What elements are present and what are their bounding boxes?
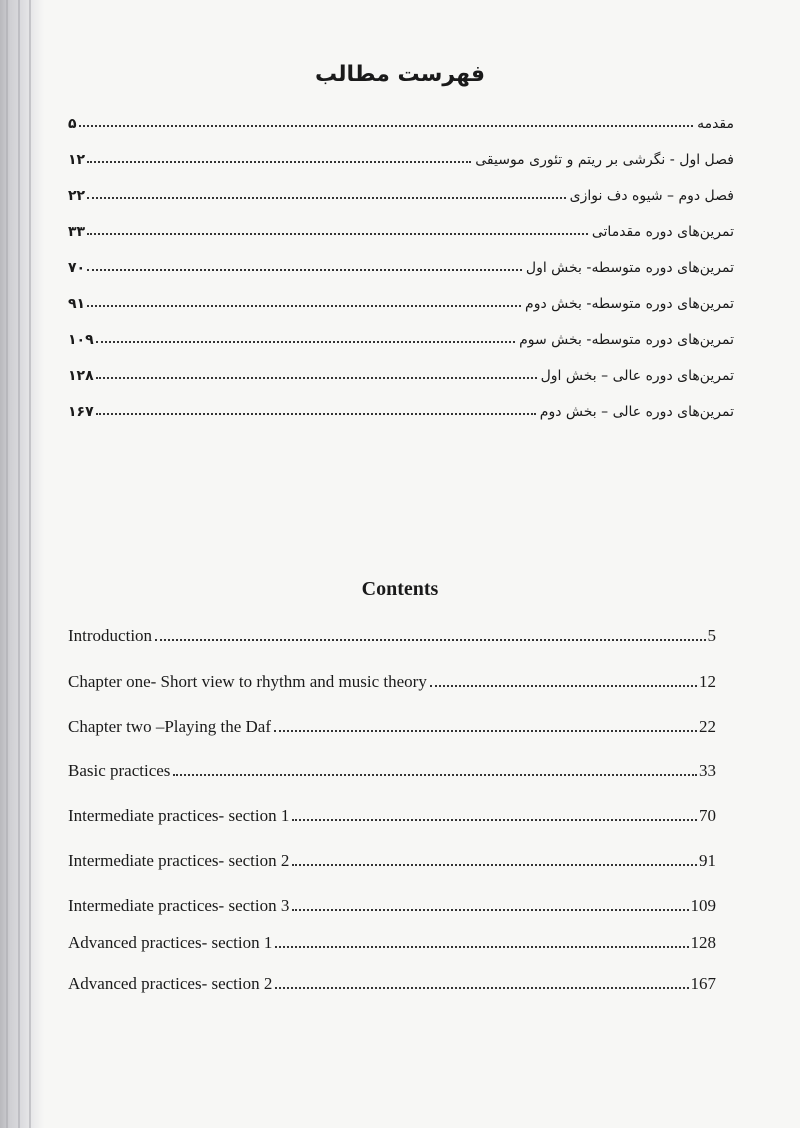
english-toc-entry	[68, 970, 716, 994]
persian-toc-entry	[68, 324, 734, 348]
toc-entry-page: 128	[690, 933, 716, 952]
toc-entry-page: 22	[699, 717, 716, 736]
toc-entry-title: Introduction	[68, 626, 153, 645]
toc-entry-title: فصل اول - نگرشی بر ریتم و تئوری موسیقی	[475, 152, 734, 168]
toc-entry-title: Intermediate practices- section 3	[68, 896, 290, 915]
toc-entry-title: تمرین‌های دوره متوسطه- بخش سوم	[519, 332, 734, 348]
english-toc-entry	[68, 847, 716, 871]
toc-entry-page: 91	[699, 851, 716, 870]
toc-entry-page: 12	[699, 672, 716, 691]
persian-toc-entry	[68, 360, 734, 384]
dot-leader	[87, 305, 521, 307]
binding-stripe	[29, 0, 31, 1128]
toc-entry-title: Chapter two –Playing the Daf	[68, 717, 272, 736]
toc-entry-page: ۱۶۷	[68, 404, 94, 420]
toc-entry-title: Intermediate practices- section 2	[68, 851, 290, 870]
toc-entry-page: 167	[690, 974, 716, 993]
toc-entry-title: Basic practices	[68, 761, 171, 780]
toc-entry-page: ۷۰	[68, 260, 86, 276]
dot-leader	[87, 233, 588, 235]
toc-entry-title: Advanced practices- section 1	[68, 933, 273, 952]
persian-toc-title: فهرست مطالب	[314, 62, 486, 87]
toc-entry-title: مقدمه	[697, 116, 734, 132]
toc-entry-page: 33	[699, 761, 716, 780]
dot-leader	[87, 269, 522, 271]
binding-stripe	[18, 0, 20, 1128]
persian-toc-entry	[68, 108, 734, 132]
dot-leader	[155, 639, 705, 641]
toc-entry-title: تمرین‌های دوره متوسطه- بخش دوم	[525, 296, 734, 312]
english-toc-entry	[68, 757, 716, 781]
toc-entry-title: تمرین‌های دوره متوسطه- بخش اول	[525, 260, 734, 276]
page-binding-edge	[0, 0, 44, 1128]
dot-leader	[96, 377, 537, 379]
dot-leader	[292, 819, 697, 821]
dot-leader	[275, 946, 688, 948]
toc-entry-page: 5	[707, 626, 716, 645]
binding-stripe	[6, 0, 8, 1128]
dot-leader	[79, 125, 694, 127]
dot-leader	[430, 685, 697, 687]
toc-entry-title: Chapter one- Short view to rhythm and music theory	[68, 672, 427, 691]
toc-entry-title: تمرین‌های دوره عالی – بخش اول	[540, 368, 734, 384]
persian-toc-entry	[68, 216, 734, 240]
toc-entry-title: Advanced practices- section 2	[68, 974, 273, 993]
dot-leader	[87, 161, 471, 163]
toc-entry-page: ۱۲	[68, 152, 86, 168]
toc-entry-page: ۳۳	[68, 224, 86, 240]
toc-entry-title: تمرین‌های دوره عالی – بخش دوم	[539, 404, 734, 420]
persian-toc-entry	[68, 144, 734, 168]
persian-toc-entry	[68, 288, 734, 312]
dot-leader	[87, 197, 566, 199]
toc-entry-title: فصل دوم – شیوه دف نوازی	[569, 188, 734, 204]
toc-entry-page: ۲۲	[68, 188, 86, 204]
english-toc-title: Contents	[361, 578, 439, 600]
toc-entry-page: 109	[690, 896, 716, 915]
dot-leader	[173, 774, 697, 776]
toc-entry-page: ۵	[68, 116, 77, 132]
english-toc-entry	[68, 668, 716, 692]
toc-entry-title: Intermediate practices- section 1	[68, 806, 290, 825]
english-toc-entry	[68, 802, 716, 826]
dot-leader	[292, 909, 688, 911]
toc-entry-title: تمرین‌های دوره مقدماتی	[591, 224, 734, 240]
english-toc-entry	[68, 892, 716, 916]
english-toc-entry	[68, 622, 716, 646]
toc-entry-page: ۱۲۸	[68, 368, 94, 384]
english-toc-entry	[68, 929, 716, 953]
persian-toc-entry	[68, 396, 734, 420]
toc-entry-page: ۹۱	[68, 296, 86, 312]
toc-entry-page: 70	[699, 806, 716, 825]
toc-entry-page: ۱۰۹	[68, 332, 94, 348]
dot-leader	[274, 730, 697, 732]
dot-leader	[292, 864, 697, 866]
persian-toc-entry	[68, 252, 734, 276]
dot-leader	[275, 987, 688, 989]
english-toc-entry	[68, 713, 716, 737]
persian-toc-entry	[68, 180, 734, 204]
dot-leader	[96, 341, 515, 343]
dot-leader	[96, 413, 536, 415]
